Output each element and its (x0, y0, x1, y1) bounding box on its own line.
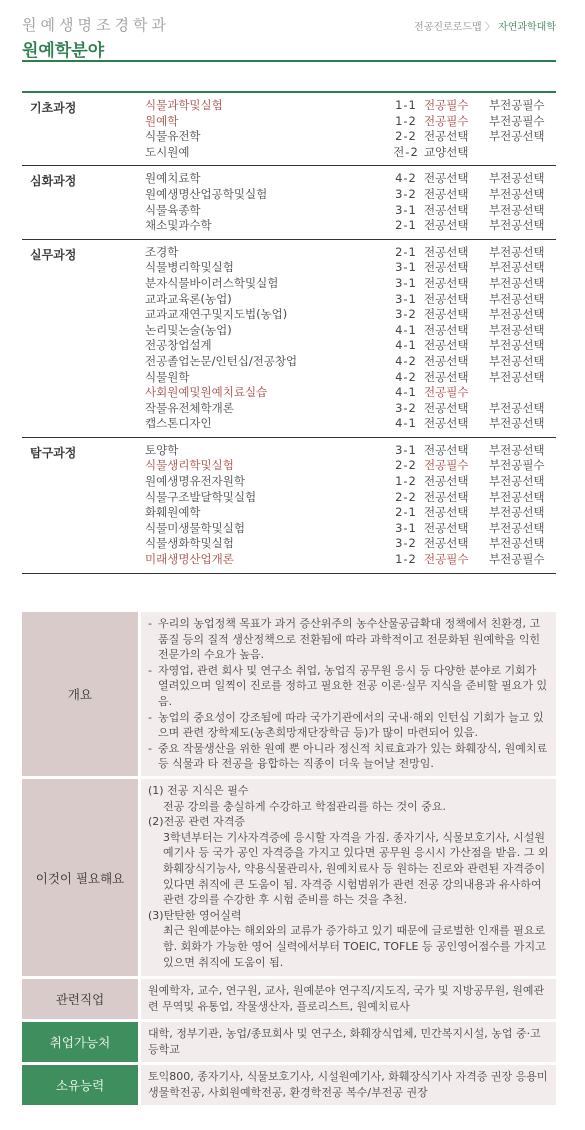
course-minor-type: 부전공선택 (489, 520, 545, 535)
needs-text (141, 779, 556, 976)
course-type: 전공선택 (424, 202, 469, 217)
course-semester: 4-1 (395, 385, 417, 400)
course-name: 전공졸업논문/인턴십/전공창업 (145, 353, 298, 368)
course-group-title: 실무과정 (30, 247, 77, 262)
course-group-title: 탐구과정 (30, 445, 77, 460)
course-name: 작물유전체학개론 (145, 400, 234, 415)
course-semester: 3-1 (395, 520, 417, 535)
course-semester: 4-1 (395, 338, 417, 353)
course-name: 채소및과수학 (145, 218, 212, 233)
course-name: 사회원예및원예치료실습 (145, 385, 268, 400)
course-row (22, 129, 556, 145)
needs-item-text: 최근 원예분야는 해외와의 교류가 증가하고 있기 때문에 글로벌한 인재를 필요로 함. 회화가 가능한 영어 실력에서부터 TOEIC, TOFLE 등 공인영어점수를 가지고 있으면 취직에 도움이 됨. (163, 924, 546, 969)
course-row (22, 276, 556, 292)
course-row (22, 370, 556, 386)
course-name: 원예생명산업공학및실험 (145, 186, 268, 201)
course-minor-type: 부전공선택 (489, 260, 545, 275)
course-row (22, 114, 556, 130)
course-row (22, 260, 556, 276)
course-type: 전공필수 (424, 458, 469, 473)
course-row (22, 521, 556, 537)
course-semester: 3-1 (395, 291, 417, 306)
course-row (22, 354, 556, 370)
course-row (22, 323, 556, 339)
needs-item-title: (2)전공 관련 자격증 (148, 815, 245, 829)
course-table (22, 91, 556, 574)
course-row (22, 385, 556, 401)
course-name: 식물구조발달학및실험 (145, 489, 257, 504)
course-type: 전공선택 (424, 275, 469, 290)
course-type: 전공선택 (424, 171, 469, 186)
course-group (22, 438, 556, 574)
course-row (22, 171, 556, 187)
course-row (22, 245, 556, 261)
course-semester: 2-2 (395, 489, 417, 504)
course-name: 원예치료학 (145, 171, 201, 186)
course-row (22, 505, 556, 521)
needs-item-title: (1) 전공 지식은 필수 (148, 784, 249, 797)
course-type: 전공선택 (424, 322, 469, 337)
course-semester: 4-1 (395, 416, 417, 431)
course-minor-type: 부전공선택 (489, 291, 545, 306)
overview-bullet: - 자영업, 관련 회사 및 연구소 취업, 농업직 공무원 응시 등 다양한 분야로 기회가 열려있으며 일찍이 진로를 정하고 필요한 전공 이론·실무 지식을 준비할 필요가 있음. (148, 663, 550, 710)
needs-label: 이것이 필요해요 (22, 779, 138, 976)
course-minor-type: 부전공선택 (489, 338, 545, 353)
course-semester: 4-1 (395, 322, 417, 337)
course-row (22, 145, 556, 161)
course-minor-type: 부전공선택 (489, 322, 545, 337)
course-semester: 2-1 (395, 505, 417, 520)
needs-item-text: 전공 강의를 충실하게 수강하고 학점관리를 하는 것이 중요. (163, 799, 446, 813)
course-row (22, 218, 556, 234)
course-minor-type: 부전공필수 (489, 458, 545, 473)
course-row (22, 98, 556, 114)
course-type: 전공선택 (424, 129, 469, 144)
course-semester: 3-1 (395, 442, 417, 457)
overview-text (141, 612, 556, 776)
course-type: 전공선택 (424, 474, 469, 489)
course-name: 식물병리학및실험 (145, 260, 234, 275)
overview-bullet: - 중요 작물생산을 위한 원예 뿐 아니라 정신적 치료효과가 있는 화훼장식, 원예치료 등 식물과 타 전공을 융합하는 직종이 더욱 늘어날 전망임. (148, 741, 550, 772)
course-row (22, 307, 556, 323)
course-group-title: 심화과정 (30, 174, 77, 189)
course-minor-type: 부전공필수 (489, 552, 545, 567)
course-minor-type: 부전공선택 (489, 171, 545, 186)
course-name: 분자식물바이러스학및실험 (145, 275, 279, 290)
course-semester: 2-1 (395, 244, 417, 259)
course-type: 전공선택 (424, 353, 469, 368)
course-type: 전공선택 (424, 416, 469, 431)
course-minor-type: 부전공선택 (489, 186, 545, 201)
course-minor-type: 부전공선택 (489, 474, 545, 489)
course-semester: 4-2 (395, 353, 417, 368)
course-semester: 3-1 (395, 275, 417, 290)
course-minor-type: 부전공선택 (489, 536, 545, 551)
course-minor-type: 부전공선택 (489, 307, 545, 322)
course-name: 식물과학및실험 (145, 98, 223, 112)
course-type: 전공선택 (424, 338, 469, 353)
overview-bullet: - 농업의 중요성이 강조됨에 따라 국가기관에서의 국내·해외 인턴십 기회가 늘고 있으며 관련 장학제도(농촌희망재단장학금 등)가 많이 마련되어 있음. (148, 710, 550, 741)
course-type: 전공선택 (424, 489, 469, 504)
course-name: 전공창업설계 (145, 338, 212, 353)
jobs-label: 관련직업 (22, 979, 138, 1019)
course-semester: 1-2 (395, 113, 417, 128)
course-type: 전공선택 (424, 307, 469, 322)
course-type: 전공선택 (424, 291, 469, 306)
course-name: 도시원예 (145, 144, 190, 159)
course-semester: 전-2 (393, 144, 419, 159)
course-type: 전공필수 (424, 552, 469, 567)
course-minor-type: 부전공필수 (489, 98, 545, 112)
course-row (22, 401, 556, 417)
page-title: 원예학분야 (22, 41, 105, 61)
course-type: 전공선택 (424, 186, 469, 201)
course-name: 교과교육론(농업) (145, 291, 232, 306)
course-group-title: 기초과정 (30, 101, 77, 115)
course-row (22, 458, 556, 474)
course-name: 논리및논술(농업) (145, 322, 232, 337)
course-type: 전공필수 (424, 385, 469, 400)
jobs-text: 원예학자, 교수, 연구원, 교사, 원예분야 연구직/지도직, 국가 및 지방공무원, 원예관련 무역및 유통업, 작물생산자, 플로리스트, 원예치료사 (141, 979, 556, 1019)
course-type: 전공선택 (424, 536, 469, 551)
course-name: 교과교재연구및지도법(농업) (145, 307, 288, 322)
course-group (22, 166, 556, 239)
breadcrumb-separator-icon: 〉 (484, 22, 495, 33)
course-semester: 3-1 (395, 202, 417, 217)
course-name: 식물생화학및실험 (145, 536, 234, 551)
course-semester: 1-2 (395, 552, 417, 567)
overview-bullet: - 우리의 농업정책 목표가 과거 증산위주의 농수산물공급확대 정책에서 친환경, 고품질 등의 질적 생산정책으로 전환됨에 따라 과학적이고 전문화된 원예학을 익힌 전문가의 수요가 높음. (148, 616, 550, 663)
course-row (22, 338, 556, 354)
course-minor-type: 부전공선택 (489, 353, 545, 368)
course-group (22, 240, 556, 438)
employers-row (22, 1022, 556, 1062)
course-minor-type: 부전공선택 (489, 129, 545, 144)
course-name: 식물원학 (145, 369, 190, 384)
info-section (22, 612, 556, 1108)
needs-item-title: (3)탄탄한 영어실력 (148, 908, 242, 922)
course-type: 전공필수 (424, 98, 469, 112)
department-title: 원예생명조경학과 (22, 16, 170, 34)
course-semester: 3-2 (395, 400, 417, 415)
course-name: 미래생명산업개론 (145, 552, 234, 567)
course-type: 교양선택 (424, 144, 469, 159)
course-name: 조경학 (145, 244, 179, 259)
needs-item-text: 3학년부터는 기사자격증에 응시할 자격을 가짐. 종자기사, 식물보호기사, 시설원예기사 등 국가 공인 자격증을 가지고 있다면 공무원 응시시 가산점을 받음. 그 외 화훼장식기능사, 약용식물관리사, 원예치료사 등 원하는 진로와 관련된 자격증이 있다면 취직에 큰 도움이 됨. 자격증 시험범위가 관련 전공 강의내용과 유사하여 관련 강의를 수강한 후 시험 준비를 하는 것을 추천. (163, 830, 549, 907)
course-type: 전공선택 (424, 400, 469, 415)
course-minor-type: 부전공선택 (489, 489, 545, 504)
course-row (22, 443, 556, 459)
course-group (22, 93, 556, 166)
course-minor-type: 부전공선택 (489, 244, 545, 259)
course-name: 식물미생물학및실험 (145, 520, 245, 535)
course-type: 전공선택 (424, 369, 469, 384)
abilities-text: 토익800, 종자기사, 식물보호기사, 시설원예기사, 화훼장식기사 자격증 권장 응용미생물학전공, 사회원예학전공, 환경학전공 복수/부전공 권장 (141, 1065, 556, 1105)
course-type: 전공선택 (424, 520, 469, 535)
course-semester: 2-2 (395, 129, 417, 144)
course-minor-type: 부전공선택 (489, 400, 545, 415)
course-row (22, 474, 556, 490)
course-semester: 4-2 (395, 369, 417, 384)
course-minor-type: 부전공선택 (489, 442, 545, 457)
employers-text: 대학, 정부기관, 농업/종묘회사 및 연구소, 화훼장식업체, 민간복지시설, 농업 중·고등학교 (141, 1022, 556, 1062)
overview-row (22, 612, 556, 776)
course-name: 원예생명유전자원학 (145, 474, 245, 489)
course-row (22, 536, 556, 552)
course-minor-type: 부전공선택 (489, 369, 545, 384)
course-semester: 3-2 (395, 536, 417, 551)
course-minor-type: 부전공필수 (489, 113, 545, 128)
course-semester: 3-2 (395, 186, 417, 201)
breadcrumb-root[interactable]: 전공진로로드맵 (414, 22, 482, 33)
course-minor-type: 부전공선택 (489, 275, 545, 290)
employers-label: 취업가능처 (22, 1022, 138, 1062)
course-name: 원예학 (145, 113, 179, 128)
course-semester: 3-1 (395, 260, 417, 275)
course-minor-type: 부전공선택 (489, 505, 545, 520)
course-minor-type: 부전공선택 (489, 202, 545, 217)
course-type: 전공선택 (424, 260, 469, 275)
course-semester: 1-1 (395, 98, 417, 112)
course-semester: 3-2 (395, 307, 417, 322)
breadcrumb (414, 18, 556, 33)
course-name: 화훼원예학 (145, 505, 201, 520)
course-type: 전공선택 (424, 442, 469, 457)
course-semester: 1-2 (395, 474, 417, 489)
course-name: 식물생리학및실험 (145, 458, 234, 473)
course-name: 캡스톤디자인 (145, 416, 212, 431)
course-type: 전공선택 (424, 505, 469, 520)
breadcrumb-current[interactable]: 자연과학대학 (498, 22, 556, 33)
page-header (22, 14, 556, 62)
course-semester: 2-1 (395, 218, 417, 233)
overview-label: 개요 (22, 612, 138, 776)
course-type: 전공선택 (424, 218, 469, 233)
course-name: 토양학 (145, 442, 179, 457)
course-row (22, 203, 556, 219)
course-name: 식물육종학 (145, 202, 201, 217)
jobs-row (22, 979, 556, 1019)
course-name: 식물유전학 (145, 129, 201, 144)
course-row (22, 552, 556, 568)
course-type: 전공필수 (424, 113, 469, 128)
needs-row (22, 779, 556, 976)
course-row (22, 490, 556, 506)
course-minor-type: 부전공선택 (489, 416, 545, 431)
course-row (22, 187, 556, 203)
abilities-row (22, 1065, 556, 1105)
course-semester: 2-2 (395, 458, 417, 473)
course-row (22, 292, 556, 308)
course-row (22, 416, 556, 432)
course-type: 전공선택 (424, 244, 469, 259)
abilities-label: 소유능력 (22, 1065, 138, 1105)
course-semester: 4-2 (395, 171, 417, 186)
course-minor-type: 부전공선택 (489, 218, 545, 233)
